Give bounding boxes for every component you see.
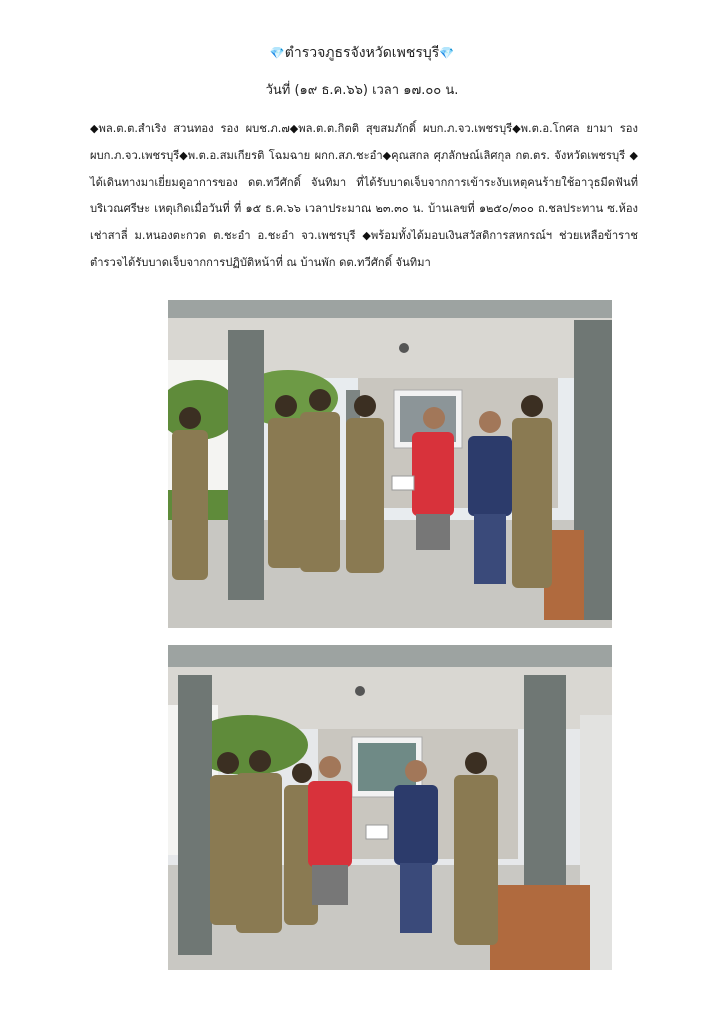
page-title (0, 42, 724, 64)
diamond-icon: ◆ (362, 229, 371, 243)
body-segment: พ.ต.อ.สมเกียรติ โฉมฉาย ผกก.สภ.ชะอำ (187, 148, 383, 162)
body-segment: คุณสกล ศุภลักษณ์เลิศกุล กต.ตร. จังหวัดเพชรบุรี (391, 148, 630, 162)
body-segment: พล.ต.ต.สำเริง สวนทอง รอง ผบช.ภ.๗ (98, 122, 290, 135)
diamond-icon: ◆ (90, 122, 99, 135)
photo-visit-handover-2 (168, 645, 612, 970)
diamond-icon: ◆ (382, 148, 392, 162)
diamond-icon: ◆ (289, 122, 299, 135)
body-segment: พ.ต.อ.โกศล ยามา รอง ผบก.ภ.จว.เพชรบุรี (90, 122, 638, 162)
diamond-icon: ◆ (629, 148, 638, 162)
body-segment: พล.ต.ต.กิตติ สุขสมภักดิ์ ผบก.ภ.จว.เพชรบุรี (298, 122, 513, 135)
gem-icon: 💎 (439, 46, 455, 60)
body-segment: ได้เดินทางมาเยี่ยมดูอาการของ ดต.ทวีศักดิ์ จันทิมา ที่ได้รับบาดเจ็บจากการเข้าระงับเหตุคนร้ายใช้อาวุธมีดฟันที่บริเวณศรีษะ เหตุเกิดเมื่อวันที่ ที่ ๑๕ ธ.ค.๖๖ เวลาประมาณ ๒๓.๓๐ น. บ้านเลขที่ ๑๒๕๐/๓๐๐ ถ.ชลประทาน ซ.ห้องเช่าสาลี่ ม.หนองตะกวด ต.ชะอำ อ.ชะอำ จว.เพชรบุรี (90, 175, 638, 243)
photo-visit-handover-1 (168, 300, 612, 628)
date-line: วันที่ (๑๙ ธ.ค.๖๖) เวลา ๑๗.๐๐ น. (265, 83, 459, 98)
title-text: ตำรวจภูธรจังหวัดเพชรบุรี (284, 45, 440, 61)
body-paragraph (90, 116, 638, 277)
diamond-icon: ◆ (179, 148, 188, 162)
body-segment: พร้อมทั้งได้มอบเงินสวัสดิการสหกรณ์ฯ ช่วยเหลือข้าราชตำรวจได้รับบาดเจ็บจากการปฏิบัติหน้าที่ ณ บ้านพัก ดต.ทวีศักดิ์ จันทิมา (90, 229, 638, 269)
gem-icon: 💎 (269, 46, 285, 60)
diamond-icon: ◆ (512, 122, 521, 135)
